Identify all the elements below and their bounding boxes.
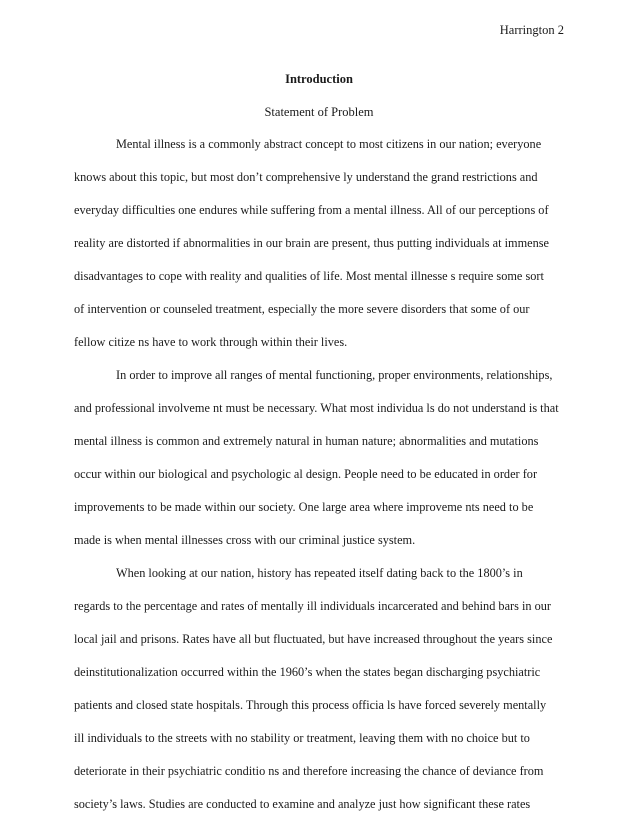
body-line: improvements to be made within our society. One large area where improveme nts need to be [74,500,534,514]
body-line: made is when mental illnesses cross with our criminal justice system. [74,533,416,547]
body-line: of intervention or counseled treatment, especially the more severe disorders that some of our [74,302,530,316]
body-line: reality are distorted if abnormalities in our brain are present, thus putting individuals at immense [74,236,550,250]
body-line: fellow citize ns have to work through within their lives. [74,335,348,349]
body-line: knows about this topic, but most don’t comprehensive ly understand the grand restrictions and [74,170,538,184]
body-line: deteriorate in their psychiatric conditio ns and therefore increasing the chance of deviance from [74,764,544,778]
body-line: When looking at our nation, history has repeated itself dating back to the 1800’s in [116,566,523,580]
body-line: regards to the percentage and rates of mentally ill individuals incarcerated and behind bars in our [74,599,552,613]
body-line: deinstitutionalization occurred within the 1960’s when the states began discharging psychiatric [74,665,541,679]
section-title: Introduction [285,72,353,86]
body-line: In order to improve all ranges of mental functioning, proper environments, relationships, [116,368,553,382]
body-line: ill individuals to the streets with no stability or treatment, leaving them with no choice but to [74,731,530,745]
body-line: disadvantages to cope with reality and qualities of life. Most mental illnesse s require some sort [74,269,544,283]
body-line: occur within our biological and psychologic al design. People need to be educated in order for [74,467,538,481]
section-subtitle: Statement of Problem [264,105,374,119]
body-line: society’s laws. Studies are conducted to examine and analyze just how significant these rates [74,797,531,811]
body-line: patients and closed state hospitals. Through this process officia ls have forced severely mentally [74,698,547,712]
running-head: Harrington 2 [499,23,564,37]
body-line: and professional involveme nt must be necessary. What most individua ls do not understand is that [74,401,559,415]
body-line: mental illness is common and extremely natural in human nature; abnormalities and mutations [74,434,539,448]
body-line: Mental illness is a commonly abstract concept to most citizens in our nation; everyone [116,137,542,151]
body-line: local jail and prisons. Rates have all but fluctuated, but have increased throughout the years since [74,632,553,646]
body-line: everyday difficulties one endures while suffering from a mental illness. All of our perceptions of [74,203,549,217]
